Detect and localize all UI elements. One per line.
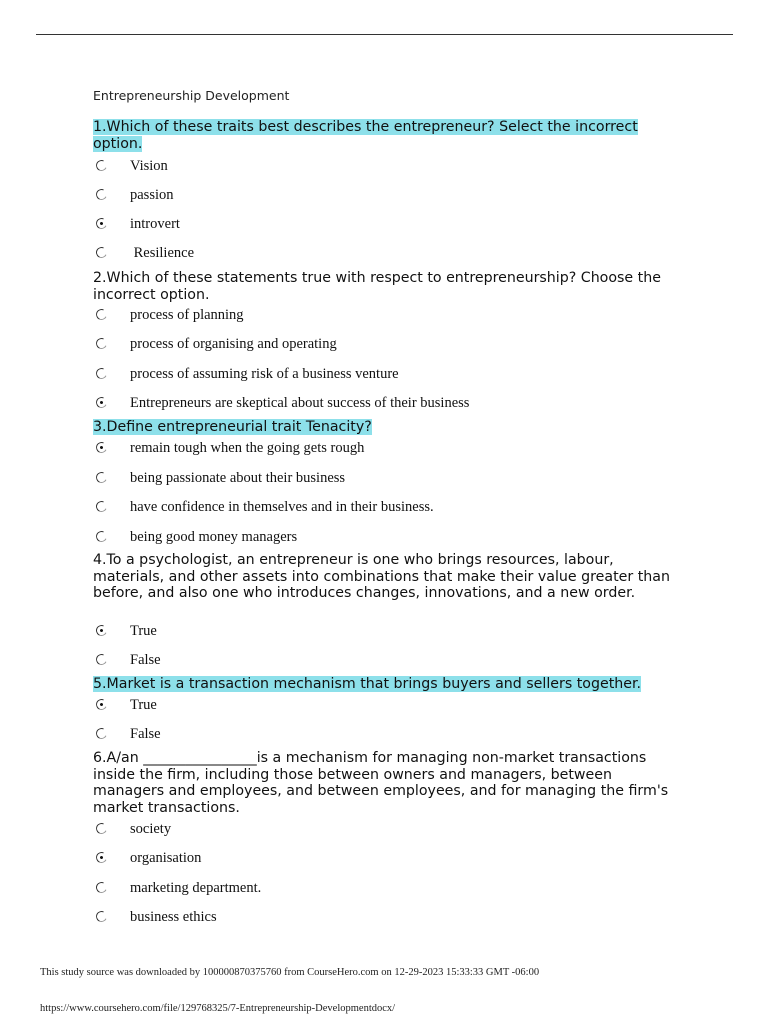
option-label: remain tough when the going gets rough [130, 440, 365, 456]
radio-icon[interactable] [94, 529, 108, 543]
question-3 [93, 419, 673, 436]
question-2-text: 2.Which of these statements true with respect to entrepreneurship? Choose the incorrect option. [93, 270, 661, 303]
radio-icon[interactable] [94, 821, 108, 835]
radio-selected-icon[interactable] [94, 623, 108, 637]
option-label: True [130, 623, 157, 639]
source-url[interactable]: https://www.coursehero.com/file/129768325/7-Entrepreneurship-Developmentdocx/ [40, 1003, 396, 1014]
radio-selected-icon[interactable] [94, 850, 108, 864]
option-label: being good money managers [130, 529, 298, 545]
question-4 [93, 552, 673, 602]
radio-selected-icon[interactable] [94, 395, 108, 409]
radio-icon[interactable] [94, 499, 108, 513]
radio-selected-icon[interactable] [94, 216, 108, 230]
option-label: Vision [130, 158, 168, 174]
radio-icon[interactable] [94, 187, 108, 201]
radio-icon[interactable] [94, 336, 108, 350]
option-label: passion [130, 187, 174, 203]
question-3-text: 3.Define entrepreneurial trait Tenacity? [93, 419, 372, 435]
option-label: False [130, 726, 161, 742]
option-label: society [130, 821, 172, 837]
radio-icon[interactable] [94, 245, 108, 259]
radio-icon[interactable] [94, 652, 108, 666]
radio-icon[interactable] [94, 470, 108, 484]
option-label: False [130, 652, 161, 668]
option-label: Resilience [130, 245, 195, 261]
question-6-text: 6.A/an ________________is a mechanism for managing non-market transactions inside the firm, including those between owners and managers, between managers and employees, and between employees, and for managing the firm's market transactions. [93, 750, 669, 816]
option-label: introvert [130, 216, 180, 232]
question-4-text: 4.To a psychologist, an entrepreneur is one who brings resources, labour, materials, and other assets into combinations that make their value greater than before, and also one who introduces changes, innovations, and a new order. [93, 552, 670, 601]
option-label: have confidence in themselves and in their business. [130, 499, 434, 515]
option-label: organisation [130, 850, 202, 866]
question-6 [93, 750, 673, 816]
document-title: Entrepreneurship Development [93, 88, 290, 103]
option-label: process of planning [130, 307, 244, 323]
radio-selected-icon[interactable] [94, 697, 108, 711]
radio-icon[interactable] [94, 307, 108, 321]
question-5-text: 5.Market is a transaction mechanism that brings buyers and sellers together. [93, 676, 642, 692]
option-label: business ethics [130, 909, 217, 925]
question-1-text: 1.Which of these traits best describes the entrepreneur? Select the incorrect option. [93, 119, 638, 152]
question-2 [93, 270, 673, 303]
download-note: This study source was downloaded by 100000870375760 from CourseHero.com on 12-29-2023 15:33:33 GMT -06:00 [40, 967, 540, 978]
question-5 [93, 676, 673, 693]
option-label: being passionate about their business [130, 470, 346, 486]
option-label: marketing department. [130, 880, 262, 896]
radio-icon[interactable] [94, 909, 108, 923]
radio-icon[interactable] [94, 880, 108, 894]
radio-icon[interactable] [94, 726, 108, 740]
radio-selected-icon[interactable] [94, 440, 108, 454]
option-label: process of organising and operating [130, 336, 337, 352]
option-label: Entrepreneurs are skeptical about success of their business [130, 395, 470, 411]
radio-icon[interactable] [94, 366, 108, 380]
option-label: process of assuming risk of a business venture [130, 366, 399, 382]
top-rule [36, 34, 733, 35]
question-1 [93, 119, 673, 152]
radio-icon[interactable] [94, 158, 108, 172]
option-label: True [130, 697, 157, 713]
